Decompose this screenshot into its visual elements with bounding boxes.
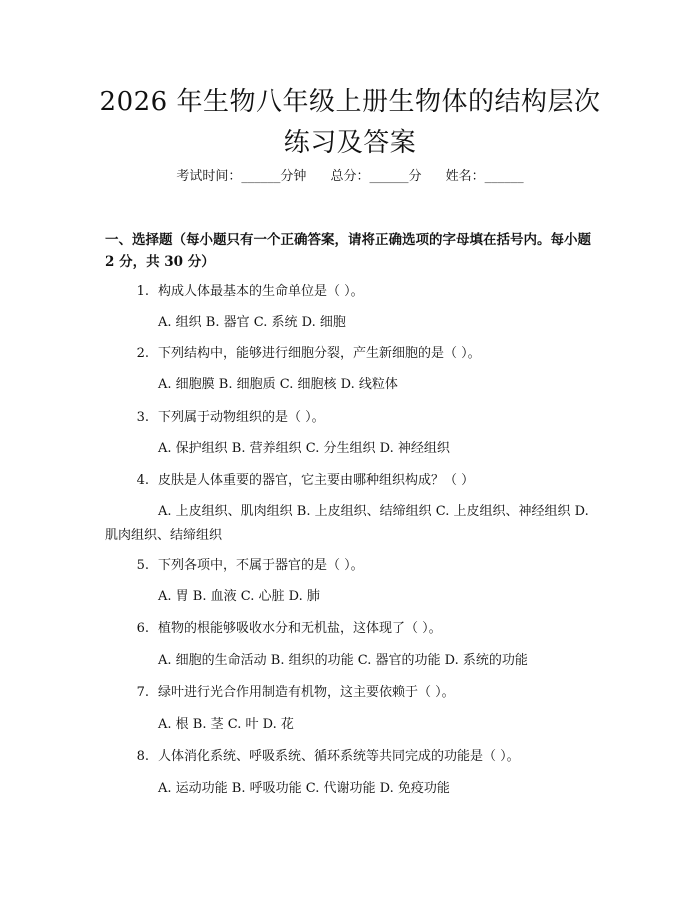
question-number: 4.	[136, 473, 149, 488]
question-options: A. 上皮组织、肌肉组织 B. 上皮组织、结缔组织 C. 上皮组织、神经组织 D. 肌肉组织、结缔组织	[105, 504, 589, 543]
question-number: 1.	[136, 284, 149, 299]
question-stem	[136, 557, 598, 575]
question-number: 6.	[136, 621, 149, 636]
student-name: 姓名：______	[445, 169, 524, 184]
question-stem	[136, 472, 598, 490]
question-options: A. 根 B. 茎 C. 叶 D. 花	[158, 717, 294, 732]
exam-meta	[0, 168, 700, 186]
question-number: 8.	[136, 749, 149, 764]
question-stem	[136, 283, 598, 301]
question-text: 构成人体最基本的生命单位是（ ）。	[158, 284, 364, 299]
question-number: 7.	[136, 685, 149, 700]
question-text: 人体消化系统、呼吸系统、循环系统等共同完成的功能是（ ）。	[158, 749, 520, 764]
question-number: 5.	[136, 558, 149, 573]
question-options: A. 细胞膜 B. 细胞质 C. 细胞核 D. 线粒体	[158, 377, 398, 392]
section-heading: 一、选择题（每小题只有一个正确答案，请将正确选项的字母填在括号内。每小题 2 分，共 30 分）	[105, 232, 591, 270]
question-stem	[136, 345, 598, 363]
question-number: 3.	[136, 410, 149, 425]
question-number: 2.	[136, 346, 149, 361]
question-text: 下列各项中，不属于器官的是（ ）。	[158, 558, 364, 573]
question-text: 绿叶进行光合作用制造有机物，这主要依赖于（ ）。	[158, 685, 455, 700]
question-options: A. 胃 B. 血液 C. 心脏 D. 肺	[158, 589, 320, 604]
question-text: 下列结构中，能够进行细胞分裂，产生新细胞的是（ ）。	[158, 346, 481, 361]
total-score: 总分：______分	[330, 169, 422, 184]
question-stem	[136, 748, 598, 766]
question-options: A. 组织 B. 器官 C. 系统 D. 细胞	[158, 315, 346, 330]
question-options: A. 细胞的生命活动 B. 组织的功能 C. 器官的功能 D. 系统的功能	[158, 653, 528, 668]
question-text: 植物的根能够吸收水分和无机盐，这体现了（ ）。	[158, 621, 442, 636]
question-text: 皮肤是人体重要的器官，它主要由哪种组织构成？（ ）	[158, 473, 475, 488]
question-text: 下列属于动物组织的是（ ）。	[158, 410, 325, 425]
question-stem	[136, 620, 598, 638]
exam-time: 考试时间：______分钟	[176, 169, 307, 184]
question-options: A. 保护组织 B. 营养组织 C. 分生组织 D. 神经组织	[158, 441, 450, 456]
document-title: 2026 年生物八年级上册生物体的结构层次练习及答案	[99, 87, 601, 158]
question-options: A. 运动功能 B. 呼吸功能 C. 代谢功能 D. 免疫功能	[158, 781, 450, 796]
question-stem	[136, 409, 598, 427]
question-stem	[136, 684, 598, 702]
